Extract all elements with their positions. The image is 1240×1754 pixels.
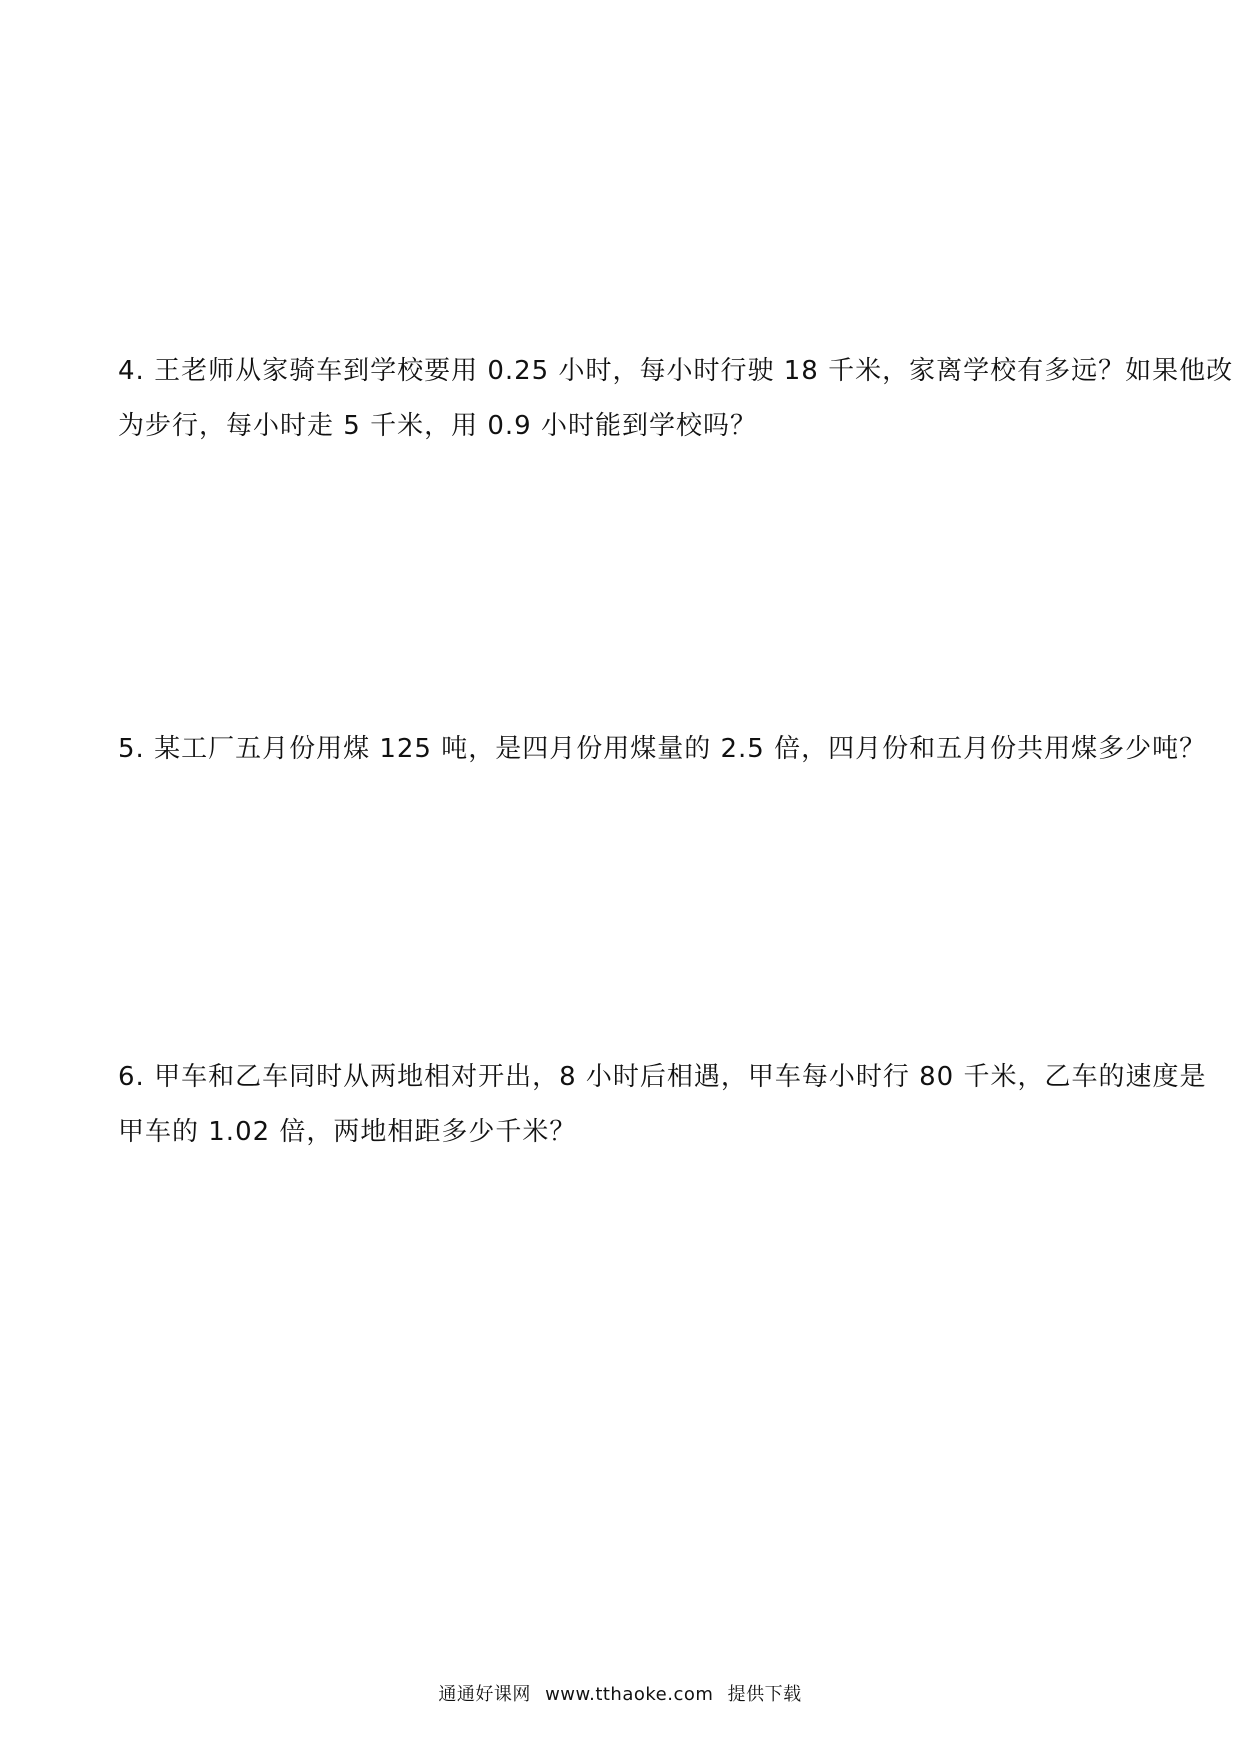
page-footer (0, 1683, 1240, 1707)
question-4-line-1: 4. 王老师从家骑车到学校要用 0.25 小时，每小时行驶 18 千米，家离学校有多远？如果他改 (118, 356, 1234, 386)
question-6 (118, 1050, 1207, 1160)
question-6-line-1: 6. 甲车和乙车同时从两地相对开出，8 小时后相遇，甲车每小时行 80 千米，乙车的速度是 (118, 1062, 1207, 1092)
question-4-line-2: 为步行，每小时走 5 千米，用 0.9 小时能到学校吗？ (118, 411, 757, 441)
question-6-line-2: 甲车的 1.02 倍，两地相距多少千米？ (118, 1117, 577, 1147)
footer-site-name: 通通好课网 (438, 1684, 531, 1705)
question-5 (118, 722, 1207, 777)
footer-suffix: 提供下载 (727, 1684, 802, 1705)
question-5-line-1: 5. 某工厂五月份用煤 125 吨，是四月份用煤量的 2.5 倍，四月份和五月份共用煤多少吨？ (118, 734, 1207, 764)
footer-url: www.tthaoke.com (545, 1684, 714, 1705)
question-4 (118, 344, 1234, 454)
